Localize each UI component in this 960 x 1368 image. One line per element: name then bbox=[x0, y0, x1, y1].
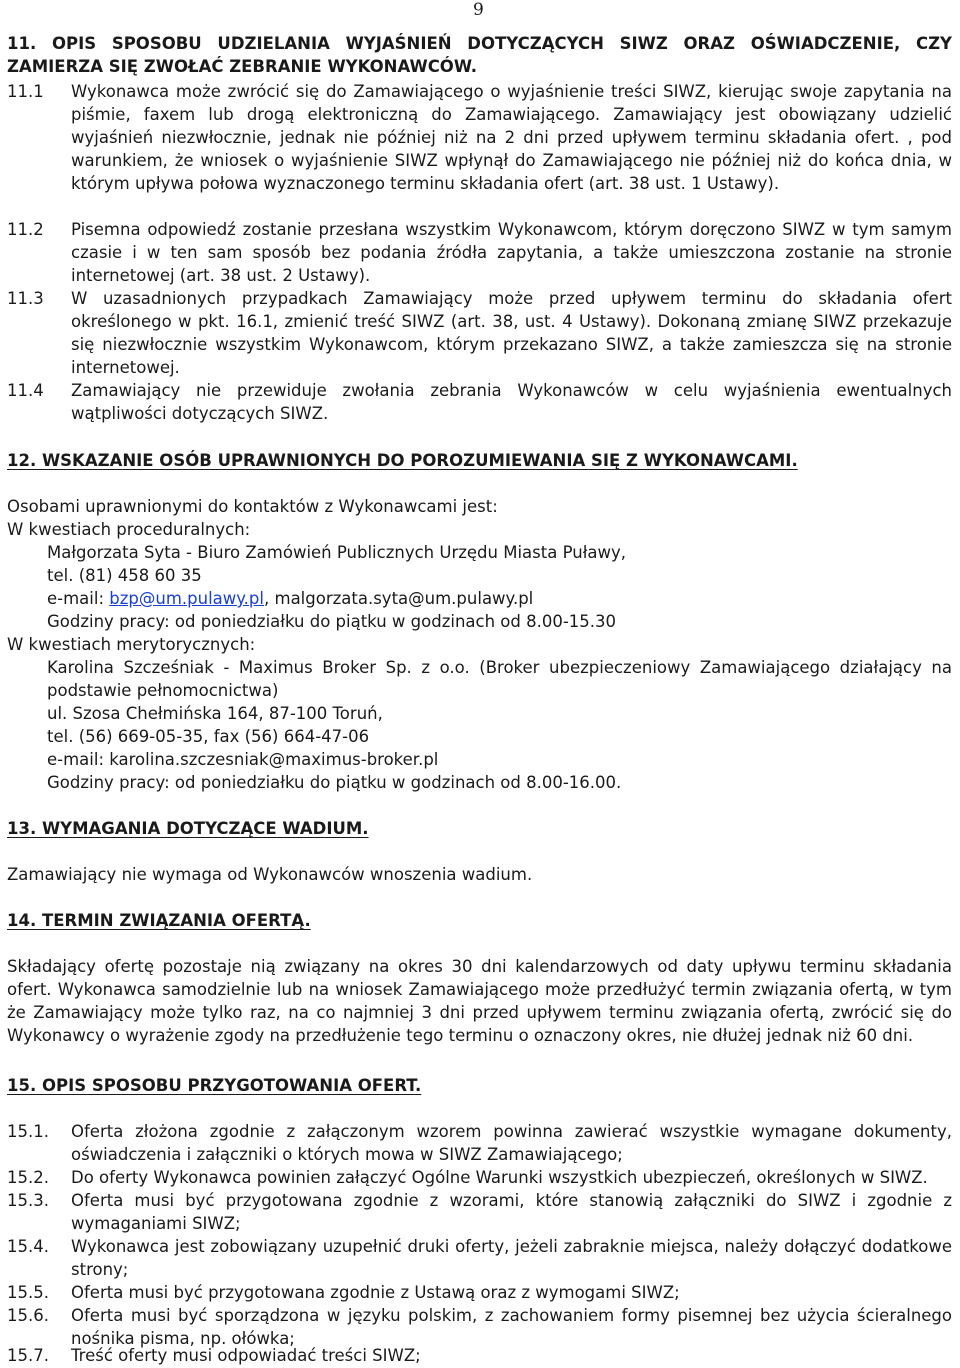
item-11-2 bbox=[7, 218, 952, 287]
item-11-3 bbox=[7, 287, 952, 379]
item-text: Oferta musi być sporządzona w języku polskim, z zachowaniem formy pisemnej bez użycia ścieralnego nośnika pisma, np. ołówka; bbox=[71, 1306, 952, 1348]
item-15-1 bbox=[7, 1120, 952, 1166]
item-text: Zamawiający nie przewiduje zwołania zebrania Wykonawców w celu wyjaśnienia ewentualnych wątpliwości dotyczących SIWZ. bbox=[71, 381, 952, 423]
merit-contact-address: ul. Szosa Chełmińska 164, 87-100 Toruń, bbox=[47, 704, 383, 723]
procedural-label: W kwestiach proceduralnych: bbox=[7, 520, 251, 539]
item-text: Treść oferty musi odpowiadać treści SIWZ; bbox=[71, 1346, 421, 1365]
procedural-contact-phone: tel. (81) 458 60 35 bbox=[47, 566, 202, 585]
item-15-7 bbox=[7, 1344, 952, 1367]
item-number: 15.4. bbox=[7, 1237, 49, 1256]
item-text: Wykonawca może zwrócić się do Zamawiającego o wyjaśnienie treści SIWZ, kierując swoje zapytania na piśmie, faxem lub drogą elektroniczną do Zamawiającego. Zamawiający jest obowiązany udzielić wyjaśnień niezwłocznie, jednak nie później niż na 2 dni przed upływem terminu składania ofert. , pod warunkiem, że wniosek o wyjaśnienie SIWZ wpłynął do Zamawiającego nie później niż do końca dnia, w którym upływa połowa wyznaczonego terminu składania ofert (art. 38 ust. 1 Ustawy). bbox=[71, 82, 952, 193]
item-text: Pisemna odpowiedź zostanie przesłana wszystkim Wykonawcom, którym doręczono SIWZ w tym samym czasie i w ten sam sposób bez podania źródła zapytania, a także umieszczona zostanie na stronie internetowej (art. 38 ust. 2 Ustawy). bbox=[71, 220, 952, 285]
contacts-intro: Osobami uprawnionymi do kontaktów z Wykonawcami jest: bbox=[7, 497, 498, 516]
item-15-2 bbox=[7, 1166, 952, 1189]
item-15-5 bbox=[7, 1281, 952, 1304]
section-13-title: 13. WYMAGANIA DOTYCZĄCE WADIUM. bbox=[7, 819, 369, 838]
merit-contact-hours: Godziny pracy: od poniedziałku do piątku w godzinach od 8.00-16.00. bbox=[47, 773, 622, 792]
item-number: 15.6. bbox=[7, 1306, 49, 1325]
section-14-title: 14. TERMIN ZWIĄZANIA OFERTĄ. bbox=[7, 911, 311, 930]
section-12-title: 12. WSKAZANIE OSÓB UPRAWNIONYCH DO POROZUMIEWANIA SIĘ Z WYKONAWCAMI. bbox=[7, 451, 798, 470]
item-15-4 bbox=[7, 1235, 952, 1281]
email-rest: , malgorzata.syta@um.pulawy.pl bbox=[264, 589, 534, 608]
item-number: 15.3. bbox=[7, 1191, 49, 1210]
section-13-text: Zamawiający nie wymaga od Wykonawców wnoszenia wadium. bbox=[7, 865, 533, 884]
section-11-title: 11. OPIS SPOSOBU UDZIELANIA WYJAŚNIEŃ DOTYCZĄCYCH SIWZ ORAZ OŚWIADCZENIE, CZY ZAMIERZA SIĘ ZWOŁAĆ ZEBRANIE WYKONAWCÓW. bbox=[7, 34, 952, 76]
merit-contact-name: Karolina Szcześniak - Maximus Broker Sp. z o.o. (Broker ubezpieczeniowy Zamawiającego działający na podstawie pełnomocnictwa) bbox=[47, 658, 952, 700]
item-11-1 bbox=[7, 80, 952, 195]
item-text: Wykonawca jest zobowiązany uzupełnić druki oferty, jeżeli zabraknie miejsca, należy dołączyć dodatkowe strony; bbox=[71, 1237, 952, 1279]
page-number: 9 bbox=[473, 0, 484, 20]
item-number: 11.4 bbox=[7, 381, 44, 400]
item-number: 15.5. bbox=[7, 1283, 49, 1302]
item-15-3 bbox=[7, 1189, 952, 1235]
item-number: 11.3 bbox=[7, 289, 44, 308]
email-link[interactable]: bzp@um.pulawy.pl bbox=[109, 589, 264, 608]
item-number: 15.2. bbox=[7, 1168, 49, 1187]
item-number: 15.1. bbox=[7, 1122, 49, 1141]
item-text: Oferta musi być przygotowana zgodnie z wzorami, które stanowią załączniki do SIWZ i zgodnie z wymaganiami SIWZ; bbox=[71, 1191, 952, 1233]
section-15-title: 15. OPIS SPOSOBU PRZYGOTOWANIA OFERT. bbox=[7, 1076, 422, 1095]
merit-label: W kwestiach merytorycznych: bbox=[7, 635, 256, 654]
procedural-contact-email bbox=[47, 587, 533, 610]
section-14-text: Składający ofertę pozostaje nią związany na okres 30 dni kalendarzowych od daty upływu terminu składania ofert. Wykonawca samodzielnie lub na wniosek Zamawiającego może przedłużyć termin związania ofertą, w tym że Zamawiający może tylko raz, na co najmniej 3 dni przed upływem terminu związania ofertą, zwrócić się do Wykonawcy o wyrażenie zgody na przedłużenie tego terminu o oznaczony okres, nie dłużej jednak niż 60 dni. bbox=[7, 957, 952, 1045]
item-text: W uzasadnionych przypadkach Zamawiający może przed upływem terminu do składania ofert określonego w pkt. 16.1, zmienić treść SIWZ (art. 38, ust. 4 Ustawy). Dokonaną zmianę SIWZ przekazuje się niezwłocznie wszystkim Wykonawcom, którym przekazano SIWZ, a także zamieszcza się na stronie internetowej. bbox=[71, 289, 952, 377]
item-11-4 bbox=[7, 379, 952, 425]
item-text: Do oferty Wykonawca powinien załączyć Ogólne Warunki wszystkich ubezpieczeń, określonych w SIWZ. bbox=[71, 1168, 928, 1187]
item-text: Oferta musi być przygotowana zgodnie z Ustawą oraz z wymogami SIWZ; bbox=[71, 1283, 680, 1302]
procedural-contact-hours: Godziny pracy: od poniedziałku do piątku w godzinach od 8.00-15.30 bbox=[47, 612, 617, 631]
email-prefix: e-mail: bbox=[47, 589, 110, 608]
merit-contact-phone: tel. (56) 669-05-35, fax (56) 664-47-06 bbox=[47, 727, 370, 746]
item-number: 15.7. bbox=[7, 1346, 49, 1365]
procedural-contact-name: Małgorzata Syta - Biuro Zamówień Publicznych Urzędu Miasta Puławy, bbox=[47, 543, 626, 562]
merit-contact-email: e-mail: karolina.szczesniak@maximus-broker.pl bbox=[47, 750, 439, 769]
item-number: 11.2 bbox=[7, 220, 44, 239]
item-text: Oferta złożona zgodnie z załączonym wzorem powinna zawierać wszystkie wymagane dokumenty, oświadczenia i załączniki o których mowa w SIWZ Zamawiającego; bbox=[71, 1122, 952, 1164]
item-number: 11.1 bbox=[7, 82, 44, 101]
